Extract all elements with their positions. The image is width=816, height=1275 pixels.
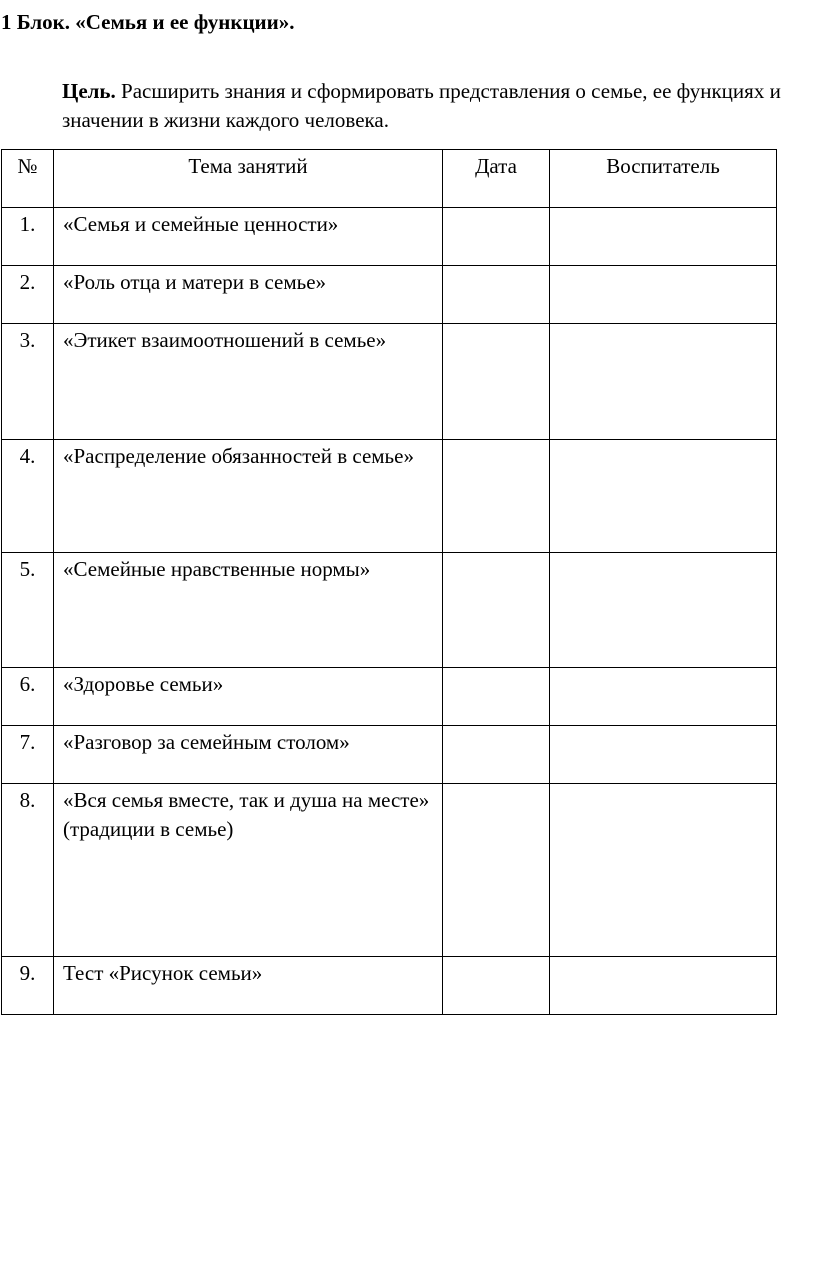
table-row xyxy=(2,784,777,957)
row-topic-cell xyxy=(54,784,443,957)
row-teacher-cell[interactable] xyxy=(550,957,777,1015)
block-title: 1 Блок. «Семья и ее функции». xyxy=(1,10,295,34)
row-date-cell[interactable] xyxy=(443,957,550,1015)
row-topic: «Семья и семейные ценности» xyxy=(63,212,339,236)
row-num-cell xyxy=(2,553,54,668)
row-date-cell[interactable] xyxy=(443,440,550,553)
row-num: 3. xyxy=(19,328,36,352)
table-row xyxy=(2,553,777,668)
row-num-cell xyxy=(2,784,54,957)
row-teacher-cell[interactable] xyxy=(550,784,777,957)
row-num: 2. xyxy=(19,270,36,294)
header-topic xyxy=(54,150,443,208)
table-row xyxy=(2,324,777,440)
header-date-label: Дата xyxy=(475,154,517,178)
row-topic-cell xyxy=(54,208,443,266)
row-teacher-cell[interactable] xyxy=(550,440,777,553)
goal-text: Расширить знания и сформировать представления о семье, ее функциях и значении в жизни каждого человека. xyxy=(62,79,781,132)
row-topic-cell xyxy=(54,440,443,553)
table-row xyxy=(2,208,777,266)
row-topic: «Семейные нравственные нормы» xyxy=(63,557,371,581)
row-topic-cell xyxy=(54,726,443,784)
row-topic-cell xyxy=(54,957,443,1015)
row-teacher-cell[interactable] xyxy=(550,266,777,324)
row-num: 9. xyxy=(19,961,36,985)
row-date-cell[interactable] xyxy=(443,726,550,784)
row-date-cell[interactable] xyxy=(443,324,550,440)
row-num-cell xyxy=(2,266,54,324)
row-teacher-cell[interactable] xyxy=(550,208,777,266)
row-topic: «Здоровье семьи» xyxy=(63,672,224,696)
goal-paragraph xyxy=(62,77,782,135)
header-teacher-label: Воспитатель xyxy=(606,154,720,178)
row-topic-cell xyxy=(54,266,443,324)
table-row xyxy=(2,726,777,784)
header-teacher xyxy=(550,150,777,208)
header-num xyxy=(2,150,54,208)
row-topic: «Распределение обязанностей в семье» xyxy=(63,444,414,468)
table-header-row xyxy=(2,150,777,208)
row-date-cell[interactable] xyxy=(443,266,550,324)
row-num-cell xyxy=(2,324,54,440)
row-date-cell[interactable] xyxy=(443,553,550,668)
row-teacher-cell[interactable] xyxy=(550,553,777,668)
row-teacher-cell[interactable] xyxy=(550,668,777,726)
row-num: 1. xyxy=(19,212,36,236)
row-num-cell xyxy=(2,668,54,726)
row-topic-cell xyxy=(54,553,443,668)
header-topic-label: Тема занятий xyxy=(188,154,308,178)
row-topic-cell xyxy=(54,324,443,440)
row-teacher-cell[interactable] xyxy=(550,324,777,440)
row-teacher-cell[interactable] xyxy=(550,726,777,784)
goal-label: Цель. xyxy=(62,79,116,103)
row-num: 4. xyxy=(19,444,36,468)
table-row xyxy=(2,440,777,553)
row-num: 7. xyxy=(19,730,36,754)
row-num-cell xyxy=(2,208,54,266)
row-num-cell xyxy=(2,726,54,784)
table-row xyxy=(2,668,777,726)
table-row xyxy=(2,957,777,1015)
row-num: 8. xyxy=(19,788,36,812)
header-date xyxy=(443,150,550,208)
row-num-cell xyxy=(2,440,54,553)
row-topic: «Вся семья вместе, так и душа на месте» (традиции в семье) xyxy=(63,788,430,841)
row-num: 5. xyxy=(19,557,36,581)
table-row xyxy=(2,266,777,324)
header-num-label: № xyxy=(17,154,38,178)
row-date-cell[interactable] xyxy=(443,668,550,726)
row-date-cell[interactable] xyxy=(443,784,550,957)
lessons-table xyxy=(1,149,777,1015)
row-num: 6. xyxy=(19,672,36,696)
row-topic: Тест «Рисунок семьи» xyxy=(63,961,263,985)
row-topic: «Роль отца и матери в семье» xyxy=(63,270,327,294)
row-date-cell[interactable] xyxy=(443,208,550,266)
row-topic: «Этикет взаимоотношений в семье» xyxy=(63,328,387,352)
row-topic-cell xyxy=(54,668,443,726)
row-topic: «Разговор за семейным столом» xyxy=(63,730,350,754)
row-num-cell xyxy=(2,957,54,1015)
